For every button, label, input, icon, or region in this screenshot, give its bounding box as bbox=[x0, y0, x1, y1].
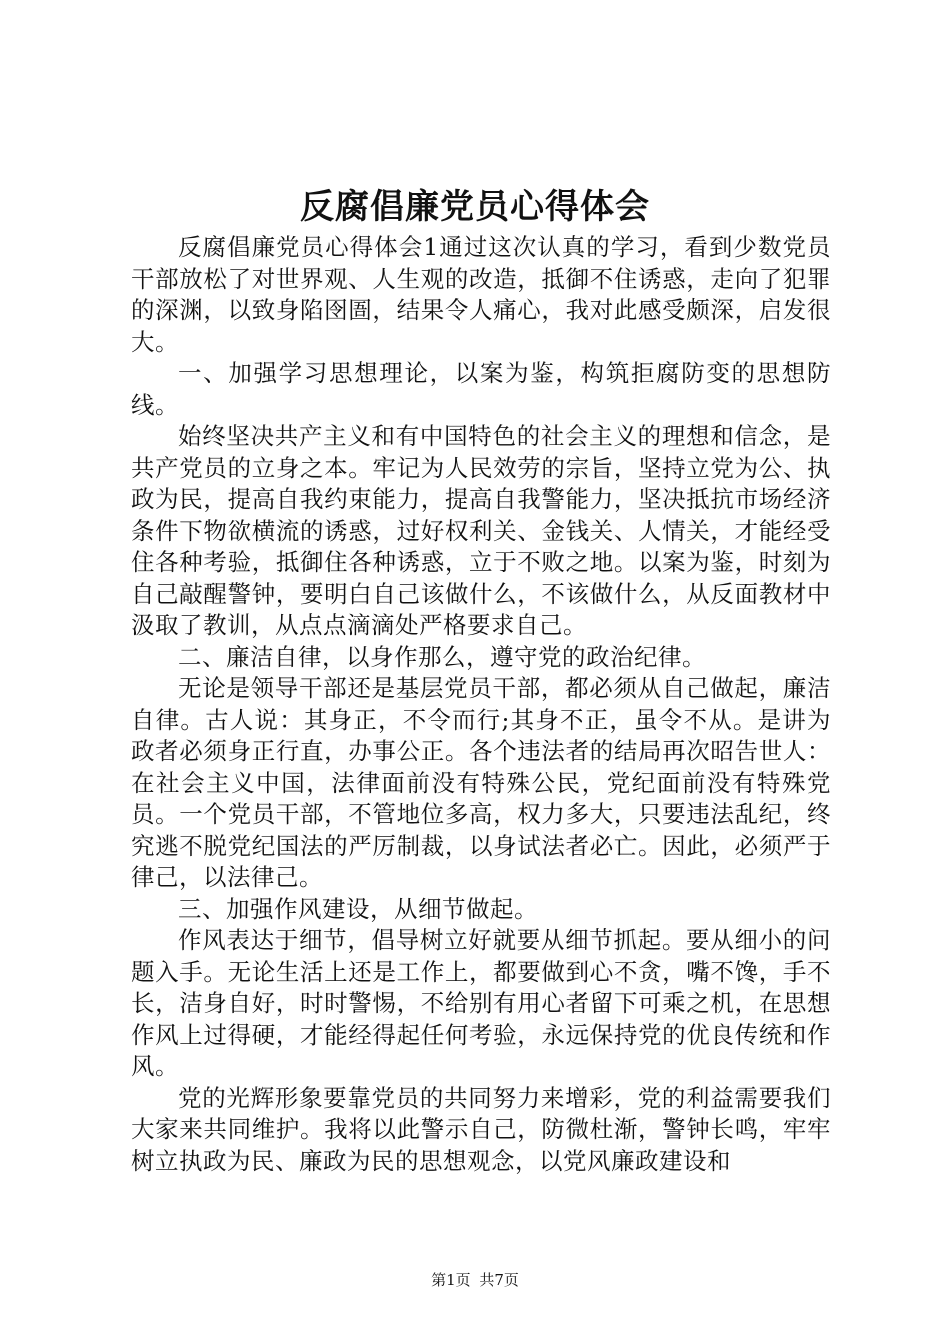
paragraph-section-2: 无论是领导干部还是基层党员干部，都必须从自己做起，廉洁自律。古人说：其身正，不令而行;其身不正，虽令不从。是讲为政者必须身正行直，办事公正。各个违法者的结局再次昭告世人：在社会主义中国，法律面前没有特殊公民，党纪面前没有特殊党员。一个党员干部，不管地位多高，权力多大，只要违法乱纪，终究逃不脱党纪国法的严厉制裁，以身试法者必亡。因此，必须严于律己，以法律己。 bbox=[131, 674, 831, 891]
page-number: 第1页 bbox=[431, 1271, 471, 1289]
document-body bbox=[131, 232, 831, 1177]
paragraph-closing: 党的光辉形象要靠党员的共同努力来增彩，党的利益需要我们大家来共同维护。我将以此警示自己，防微杜渐，警钟长鸣，牢牢树立执政为民、廉政为民的思想观念，以党风廉政建设和 bbox=[131, 1083, 831, 1175]
page-total: 共7页 bbox=[479, 1271, 519, 1289]
paragraph-section-1: 始终坚决共产主义和有中国特色的社会主义的理想和信念，是共产党员的立身之本。牢记为人民效劳的宗旨，坚持立党为公、执政为民，提高自我约束能力，提高自我警能力，坚决抵抗市场经济条件下物欲横流的诱惑，过好权利关、金钱关、人情关，才能经受住各种考验，抵御住各种诱惑，立于不败之地。以案为鉴，时刻为自己敲醒警钟，要明白自己该做什么，不该做什么，从反面教材中汲取了教训，从点点滴滴处严格要求自己。 bbox=[131, 422, 831, 639]
heading-section-3: 三、加强作风建设，从细节做起。 bbox=[178, 894, 538, 923]
paragraph-intro: 反腐倡廉党员心得体会1通过这次认真的学习，看到少数党员干部放松了对世界观、人生观的改造，抵御不住诱惑，走向了犯罪的深渊，以致身陷囹圄，结果令人痛心，我对此感受颇深，启发很大。 bbox=[131, 233, 831, 356]
heading-section-2: 二、廉洁自律，以身作那么，遵守党的政治纪律。 bbox=[178, 642, 706, 671]
page-footer bbox=[0, 1269, 950, 1291]
paragraph-section-3: 作风表达于细节，倡导树立好就要从细节抓起。要从细小的问题入手。无论生活上还是工作上，都要做到心不贪，嘴不馋，手不长，洁身自好，时时警惕，不给别有用心者留下可乘之机，在思想作风上过得硬，才能经得起任何考验，永远保持党的优良传统和作风。 bbox=[131, 926, 831, 1080]
document-title: 反腐倡廉党员心得体会 bbox=[300, 187, 650, 227]
heading-section-1: 一、加强学习思想理论，以案为鉴，构筑拒腐防变的思想防线。 bbox=[131, 359, 831, 419]
